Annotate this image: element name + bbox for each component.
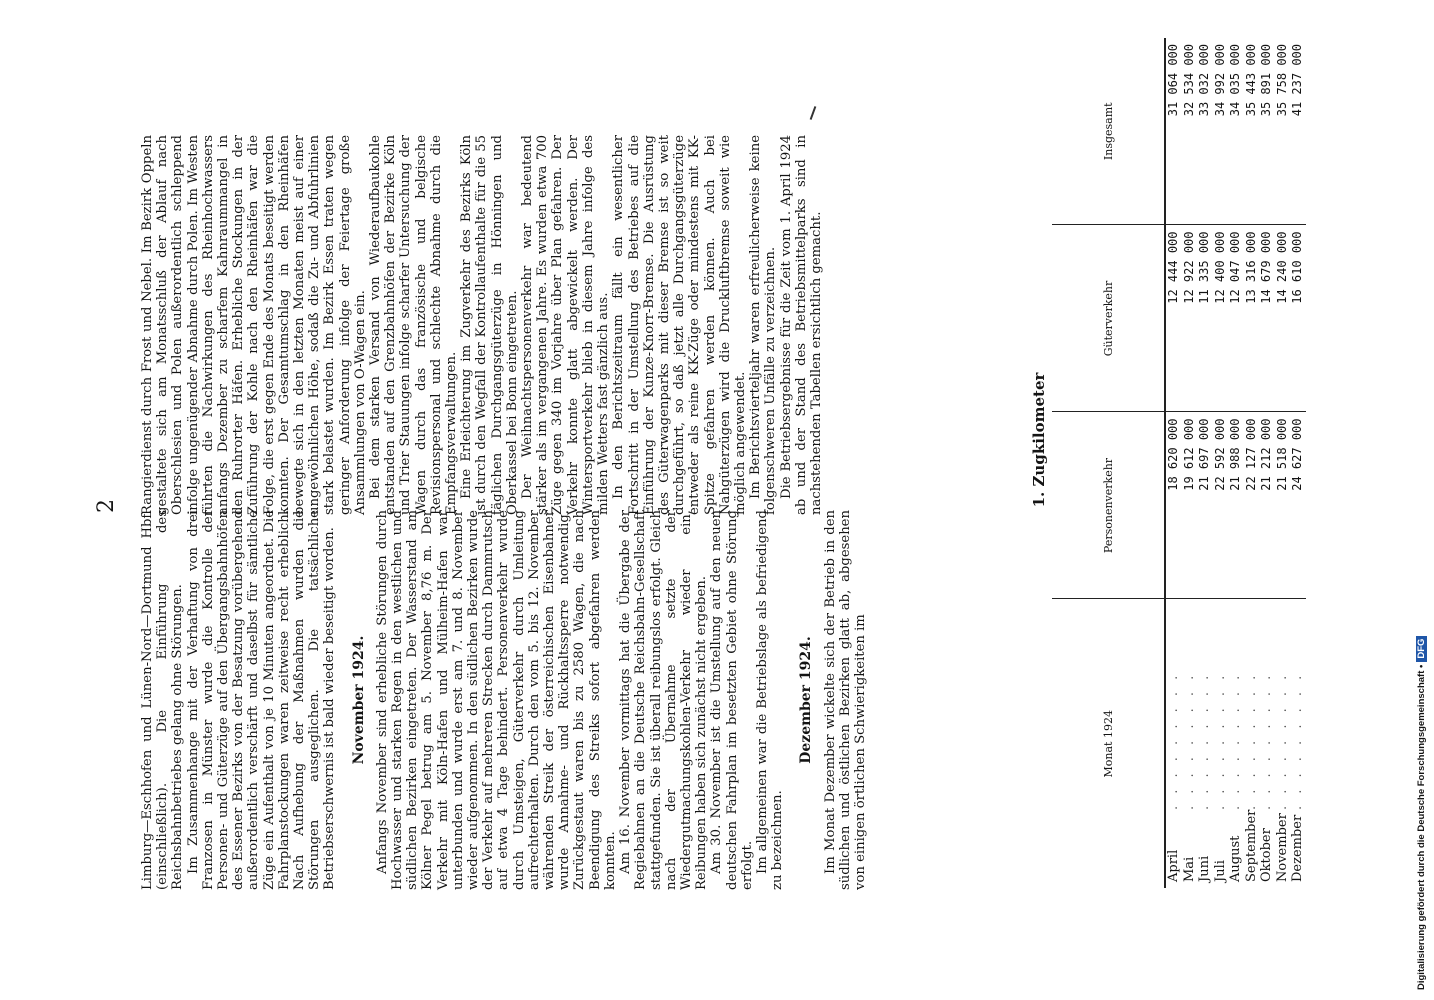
right-paragraph: Rangierdienst durch Frost und Nebel. Im Bezirk Oppeln gestaltete sich am Monatsschluß der Ablauf nach Oberschlesien und Polen außerordentlich schleppend infolge ungenügender Abnahme durch Polen. Im Westen führten die Nachwirkungen des Rheinhochwassers anfangs Dezember zu scharfem Kahnraummangel in den Ruhrorter Häfen. Erhebliche Stockungen in der Zuführung der Kohle nach den Rheinhäfen war die Folge, die erst gegen Ende des Monats beseitigt werden konnten. Der Gesamtumschlag in den Rheinhäfen bewegte sich in den letzten Monaten meist auf einer ungewöhnlichen Höhe, sodaß die Zu- und Abfuhrlinien stark belastet wurden. Im Bezirk Essen traten wegen geringer Anforderung infolge der Feiertage große Ansammlungen von O-Wagen ein. — [140, 135, 368, 515]
month-label: Juli — [1212, 860, 1228, 882]
gueterverkehr-cell: 12 444 000 — [1165, 225, 1182, 412]
left-paragraph: Im allgemeinen war die Betriebslage als befriedigend zu bezeichnen. — [754, 510, 786, 890]
gueterverkehr-cell: 12 047 000 — [1228, 225, 1244, 412]
month-label: Dezember — [1290, 814, 1305, 882]
month-cell — [1228, 599, 1244, 888]
personenverkehr-cell: 24 627 000 — [1290, 412, 1306, 599]
gueterverkehr-cell: 16 610 000 — [1290, 225, 1306, 412]
table-row — [1244, 38, 1260, 888]
dot-leader: . . . . . . . . . — [1228, 671, 1243, 810]
month-label: Oktober — [1259, 828, 1274, 882]
month-label: September — [1243, 809, 1259, 882]
month-cell — [1213, 599, 1229, 888]
scan-mark — [810, 106, 817, 120]
insgesamt-cell: 41 237 000 — [1290, 38, 1306, 225]
table-header-row — [1052, 38, 1165, 888]
insgesamt-cell: 34 035 000 — [1228, 38, 1244, 225]
table-row — [1197, 38, 1213, 888]
left-paragraph: Am 30. November ist die Umstellung auf den neuen deutschen Fahrplan im besetzten Gebiet ohne Störung erfolgt. — [709, 510, 755, 890]
left-heading: Dezember 1924. — [798, 636, 815, 764]
dot-leader: . . . . . . . . . — [1197, 671, 1212, 810]
personenverkehr-cell: 21 518 000 — [1275, 412, 1291, 599]
table-row — [1259, 38, 1275, 888]
personenverkehr-cell: 18 620 000 — [1165, 412, 1182, 599]
personenverkehr-cell: 22 592 000 — [1213, 412, 1229, 599]
insgesamt-cell: 31 064 000 — [1165, 38, 1182, 225]
insgesamt-cell: 35 443 000 — [1244, 38, 1260, 225]
right-text-column — [140, 135, 824, 515]
left-heading: November 1924. — [350, 635, 367, 765]
header-monat: Monat 1924 — [1052, 599, 1165, 888]
zugkilometer-table — [1052, 38, 1306, 888]
dot-leader: . . . . . . . . . — [1212, 671, 1228, 810]
insgesamt-cell: 32 534 000 — [1182, 38, 1198, 225]
right-paragraph: Die Betriebsergebnisse für die Zeit vom 1. April 1924 ab und der Stand des Betriebsmittelparks sind in nachstehenden Tabellen ersichtlich gemacht. — [778, 135, 824, 515]
personenverkehr-cell: 21 697 000 — [1197, 412, 1213, 599]
gueterverkehr-cell: 12 922 000 — [1182, 225, 1198, 412]
month-label: April — [1166, 849, 1181, 882]
page-number: 2 — [94, 499, 119, 513]
left-paragraph: Anfangs November sind erhebliche Störungen durch Hochwasser und starken Regen in den westlichen und südlichen Bezirken eingetreten. Der Wasserstand am Kölner Pegel betrug am 5. November 8,76 m. Der Verkehr mit Köln-Hafen und Mülheim-Hafen war unterbunden und wurde erst am 7. und 8. November wieder aufgenommen. In den südlichen Bezirken wurde der Verkehr auf mehreren Strecken durch Dammrutsch auf etwa 4 Tage behindert. Personenverkehr wurde durch Umsteigen, Güterverkehr durch Umleitung aufrechterhalten. Durch den vom 5. bis 12. November währenden Streik der österreichischen Eisenbahner wurde Annahme- und Rückhaltssperre notwendig. Zurückgestaut waren bis zu 2580 Wagen, die nach Beendigung des Streiks sofort abgefahren werden konnten. — [374, 510, 618, 890]
gueterverkehr-cell: 12 400 000 — [1213, 225, 1229, 412]
month-label: Mai — [1181, 856, 1197, 882]
dfg-logo: DFG — [1416, 636, 1427, 662]
dot-leader: . . . . . . . . . — [1181, 671, 1197, 810]
month-label: Juni — [1197, 855, 1212, 882]
digitization-credit — [1416, 90, 1427, 990]
gueterverkehr-cell: 14 679 000 — [1259, 225, 1275, 412]
month-cell — [1165, 599, 1182, 888]
right-paragraph: In den Berichtszeitraum fällt ein wesentlicher Fortschritt in der Umstellung des Betriebes auf die Einführung der Kunze-Knorr-Bremse. Die Ausrüstung des Güterwagenparks mit dieser Bremse ist so weit durchgeführt, so daß jetzt alle Durchgangsgüterzüge entweder als reine KK-Züge oder mindestens mit KK-Spitze gefahren werden können. Auch bei Nahgüterzügen wird die Druckluftbremse soweit wie möglich angewendet. — [611, 135, 748, 515]
dot-leader: . . . . . . . . . — [1259, 671, 1274, 810]
header-gueterverkehr: Güterverkehr — [1052, 225, 1165, 412]
right-paragraph: Im Berichtsvierteljahr waren erfreulicherweise keine folgenschweren Unfälle zu verzeichnen. — [748, 135, 779, 515]
gueterverkehr-cell: 11 335 000 — [1197, 225, 1213, 412]
right-paragraph: Bei dem starken Versand von Wiederaufbaukohle entstanden auf den Grenzbahnhöfen der Bezirke Köln und Trier Stauungen infolge scharfer Untersuchung der Wagen durch das französische und belgische Revisionspersonal und schlechte Abnahme durch die Empfangsverwaltungen. — [368, 135, 460, 515]
right-paragraph: Eine Erleichterung im Zugverkehr des Bezirks Köln ist durch den Wegfall der Kontrollaufenthalte für die 55 täglichen Durchgangsgüterzüge in Hönningen und Oberkassel bei Bonn eingetreten. — [459, 135, 520, 515]
month-cell — [1244, 599, 1260, 888]
month-cell — [1182, 599, 1198, 888]
month-label: November — [1274, 813, 1290, 882]
insgesamt-cell: 35 758 000 — [1275, 38, 1291, 225]
insgesamt-cell: 35 891 000 — [1259, 38, 1275, 225]
dot-leader: . . . . . . . . . — [1166, 671, 1181, 810]
month-cell — [1275, 599, 1291, 888]
left-paragraph: Im Monat Dezember wickelte sich der Betrieb in den südlichen und östlichen Bezirken glatt ab, abgesehen von einigen örtlichen Schwierigkeiten im — [822, 510, 868, 890]
gueterverkehr-cell: 14 240 000 — [1275, 225, 1291, 412]
month-label: August — [1228, 835, 1243, 882]
personenverkehr-cell: 21 212 000 — [1259, 412, 1275, 599]
personenverkehr-cell: 21 988 000 — [1228, 412, 1244, 599]
credit-text: Digitalisierung gefördert durch die Deutsche Forschungsgemeinschaft • — [1416, 664, 1427, 990]
table-title: 1. Zugkilometer — [1030, 372, 1048, 508]
table-row — [1275, 38, 1291, 888]
left-paragraph: Im Zusammenhange mit der Verhaftung von drei Franzosen in Münster wurde die Kontrolle der Personen- und Güterzüge auf den Übergangsbahnhöfen des Essener Bezirks von der Besatzung vorübergehend außerordentlich verschärft und daselbst für sämtliche Züge ein Aufenthalt von je 10 Minuten angeordnet. Die Fahrplanstockungen waren zeitweise recht erheblich. Nach Aufhebung der Maßnahmen wurden die Störungen ausgeglichen. Die tatsächliche Betriebserschwernis ist bald wieder beseitigt worden. — [185, 510, 338, 890]
left-text-column — [140, 510, 868, 890]
personenverkehr-cell: 19 612 000 — [1182, 412, 1198, 599]
table-row — [1228, 38, 1244, 888]
table-row — [1290, 38, 1306, 888]
table-row — [1213, 38, 1229, 888]
personenverkehr-cell: 22 127 000 — [1244, 412, 1260, 599]
month-cell — [1290, 599, 1306, 888]
month-cell — [1197, 599, 1213, 888]
left-paragraph: Am 16. November vormittags hat die Übergabe der Regiebahnen an die Deutsche Reichsbahn-Gesellschaft stattgefunden. Sie ist überall reibungslos erfolgt. Gleich nach der Übernahme setzte der Wiedergutmachungskohlen-Verkehr wieder ein, Reibungen haben sich zunächst nicht ergeben. — [618, 510, 710, 890]
left-paragraph: Limburg—Eschhofen und Lünen-Nord—Dortmund Hbf. (einschließlich). Die Einführung des Reichsbahnbetriebes gelang ohne Störungen. — [140, 510, 186, 890]
insgesamt-cell: 34 992 000 — [1213, 38, 1229, 225]
month-cell — [1259, 599, 1275, 888]
table-row — [1182, 38, 1198, 888]
right-paragraph: Der Weihnachtspersonenverkehr war bedeutend stärker als im vergangenen Jahre. Es wurden etwa 700 Züge gegen 340 im Vorjahre über Plan gefahren. Der Verkehr konnte glatt abgewickelt werden. Der Wintersportverkehr blieb in diesem Jahre infolge des milden Wetters fast gänzlich aus. — [520, 135, 612, 515]
gueterverkehr-cell: 13 316 000 — [1244, 225, 1260, 412]
dot-leader: . . . . . . . . . — [1290, 671, 1305, 810]
insgesamt-cell: 33 032 000 — [1197, 38, 1213, 225]
table-row — [1165, 38, 1182, 888]
header-personenverkehr: Personenverkehr — [1052, 412, 1165, 599]
dot-leader: . . . . . . . . . — [1243, 671, 1259, 810]
header-insgesamt: Insgesamt — [1052, 38, 1165, 225]
dot-leader: . . . . . . . . . — [1274, 671, 1290, 810]
